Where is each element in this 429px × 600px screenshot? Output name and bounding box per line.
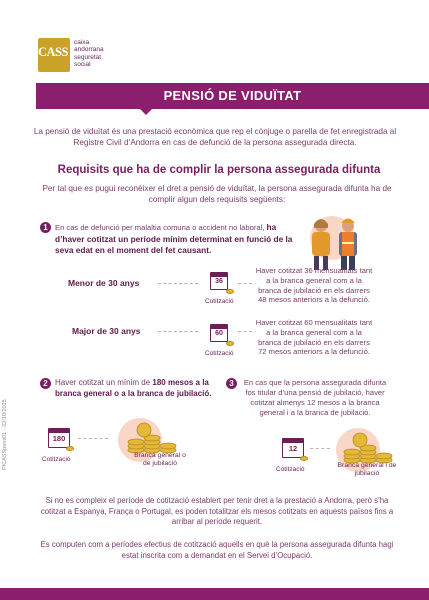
coin-icon bbox=[226, 341, 234, 346]
icon-caption: Cotització bbox=[205, 298, 234, 305]
footer-note-2: Es computen com a períodes efectius de cotització aquells en què la persona assegurada difunta hagi estat inscrita com a demandat en el Servei d’Ocupació. bbox=[40, 540, 394, 560]
logo-line: caixa bbox=[74, 39, 90, 46]
requirement-1-bold: ha d’haver cotitzat un període mínim determinat en funció de la seva edat en el moment del fet causant. bbox=[55, 222, 293, 255]
age-under-text: Haver cotitzat 36 mensualitats tant a la branca general com a la branca de jubilació en els darrers 48 mesos anteriors a la defunció. bbox=[255, 266, 373, 305]
icon-caption: Cotització bbox=[276, 466, 305, 473]
dashed-connector bbox=[238, 331, 252, 332]
logo-text bbox=[74, 39, 104, 68]
coin-stack-icon bbox=[122, 420, 178, 456]
dashed-connector bbox=[158, 283, 198, 284]
coin-icon bbox=[300, 456, 308, 461]
document-code: PICASSpens01 - 22/10/2025 bbox=[2, 399, 8, 470]
age-under-label: Menor de 30 anys bbox=[68, 278, 140, 288]
dashed-connector bbox=[78, 438, 108, 439]
requirement-2-bold: 180 mesos a la branca general o a la branca de jubilació. bbox=[55, 378, 212, 398]
requirements-title: Requisits que ha de complir la persona assegurada difunta bbox=[57, 164, 381, 176]
calendar-value: 12 bbox=[288, 444, 298, 453]
footer-bar bbox=[0, 588, 429, 600]
requirement-number-2: 2 bbox=[40, 378, 51, 389]
requirement-2-text bbox=[55, 378, 215, 399]
requirement-2-plain: Haver cotitzat un mínim de bbox=[55, 378, 151, 387]
requirements-lead: Per tal que es pugui reconèixer el dret a pensió de viduïtat, la persona assegurada difunta ha de complir algun dels requisits següents: bbox=[42, 184, 392, 204]
calendar-icon bbox=[210, 324, 228, 342]
calendar-icon bbox=[282, 438, 304, 458]
requirement-3-text: En cas que la persona assegurada difunta fos titular d’una pensió de jubilació, haver cotitzat almenys 12 mesos a la branca general i a la branca de jubilació. bbox=[243, 378, 387, 417]
coin-icon bbox=[226, 289, 234, 294]
banner-tip bbox=[140, 109, 152, 115]
dashed-connector bbox=[158, 331, 198, 332]
calendar-icon bbox=[48, 428, 70, 448]
people-illustration-icon bbox=[296, 212, 376, 274]
calendar-value: 180 bbox=[52, 434, 66, 443]
intro-paragraph: La pensió de viduïtat és una prestació econòmica que rep el cònjuge o parella de fet enregistrada al Registre Civil d’Andorra en cas de defunció de la persona assegurada directa. bbox=[33, 127, 397, 147]
calendar-value: 36 bbox=[215, 278, 223, 285]
icon-caption: Cotització bbox=[42, 456, 71, 463]
calendar-value: 60 bbox=[215, 330, 223, 337]
logo-letters: CASS bbox=[38, 45, 68, 59]
dashed-connector bbox=[310, 448, 330, 449]
dashed-connector bbox=[238, 283, 252, 284]
calendar-icon bbox=[210, 272, 228, 290]
logo-line: andorrana bbox=[74, 46, 104, 54]
age-over-text: Haver cotitzat 60 mensualitats tant a la branca general com a la branca de jubilació en els darrers 72 mesos anteriors a la defunció. bbox=[255, 318, 373, 357]
requirement-number-1: 1 bbox=[40, 222, 51, 233]
footer-note-1: Si no es compleix el període de cotització establert per tenir dret a la prestació a Andorra, però s’ha cotitzat a Espanya, França o Portugal, es poden totalitzar els mesos cotitzats en aquests països fins a arribar al període requerit. bbox=[40, 496, 394, 526]
requirement-number-3: 3 bbox=[226, 378, 237, 389]
coins-caption: Branca general i de jubilació bbox=[337, 462, 397, 477]
coins-caption: Branca general o de jubilació bbox=[134, 452, 186, 467]
logo-line: seguretat bbox=[74, 53, 102, 61]
age-over-label: Major de 30 anys bbox=[72, 326, 141, 336]
coin-icon bbox=[66, 446, 74, 451]
requirement-1-text bbox=[55, 222, 295, 257]
page-title: PENSIÓ DE VIDUÏTAT bbox=[163, 88, 302, 103]
coin-stack-icon bbox=[338, 430, 394, 466]
requirement-1-plain: En cas de defunció per malaltia comuna o accident no laboral, bbox=[55, 223, 265, 232]
logo-line: social bbox=[74, 60, 91, 68]
icon-caption: Cotització bbox=[205, 350, 234, 357]
